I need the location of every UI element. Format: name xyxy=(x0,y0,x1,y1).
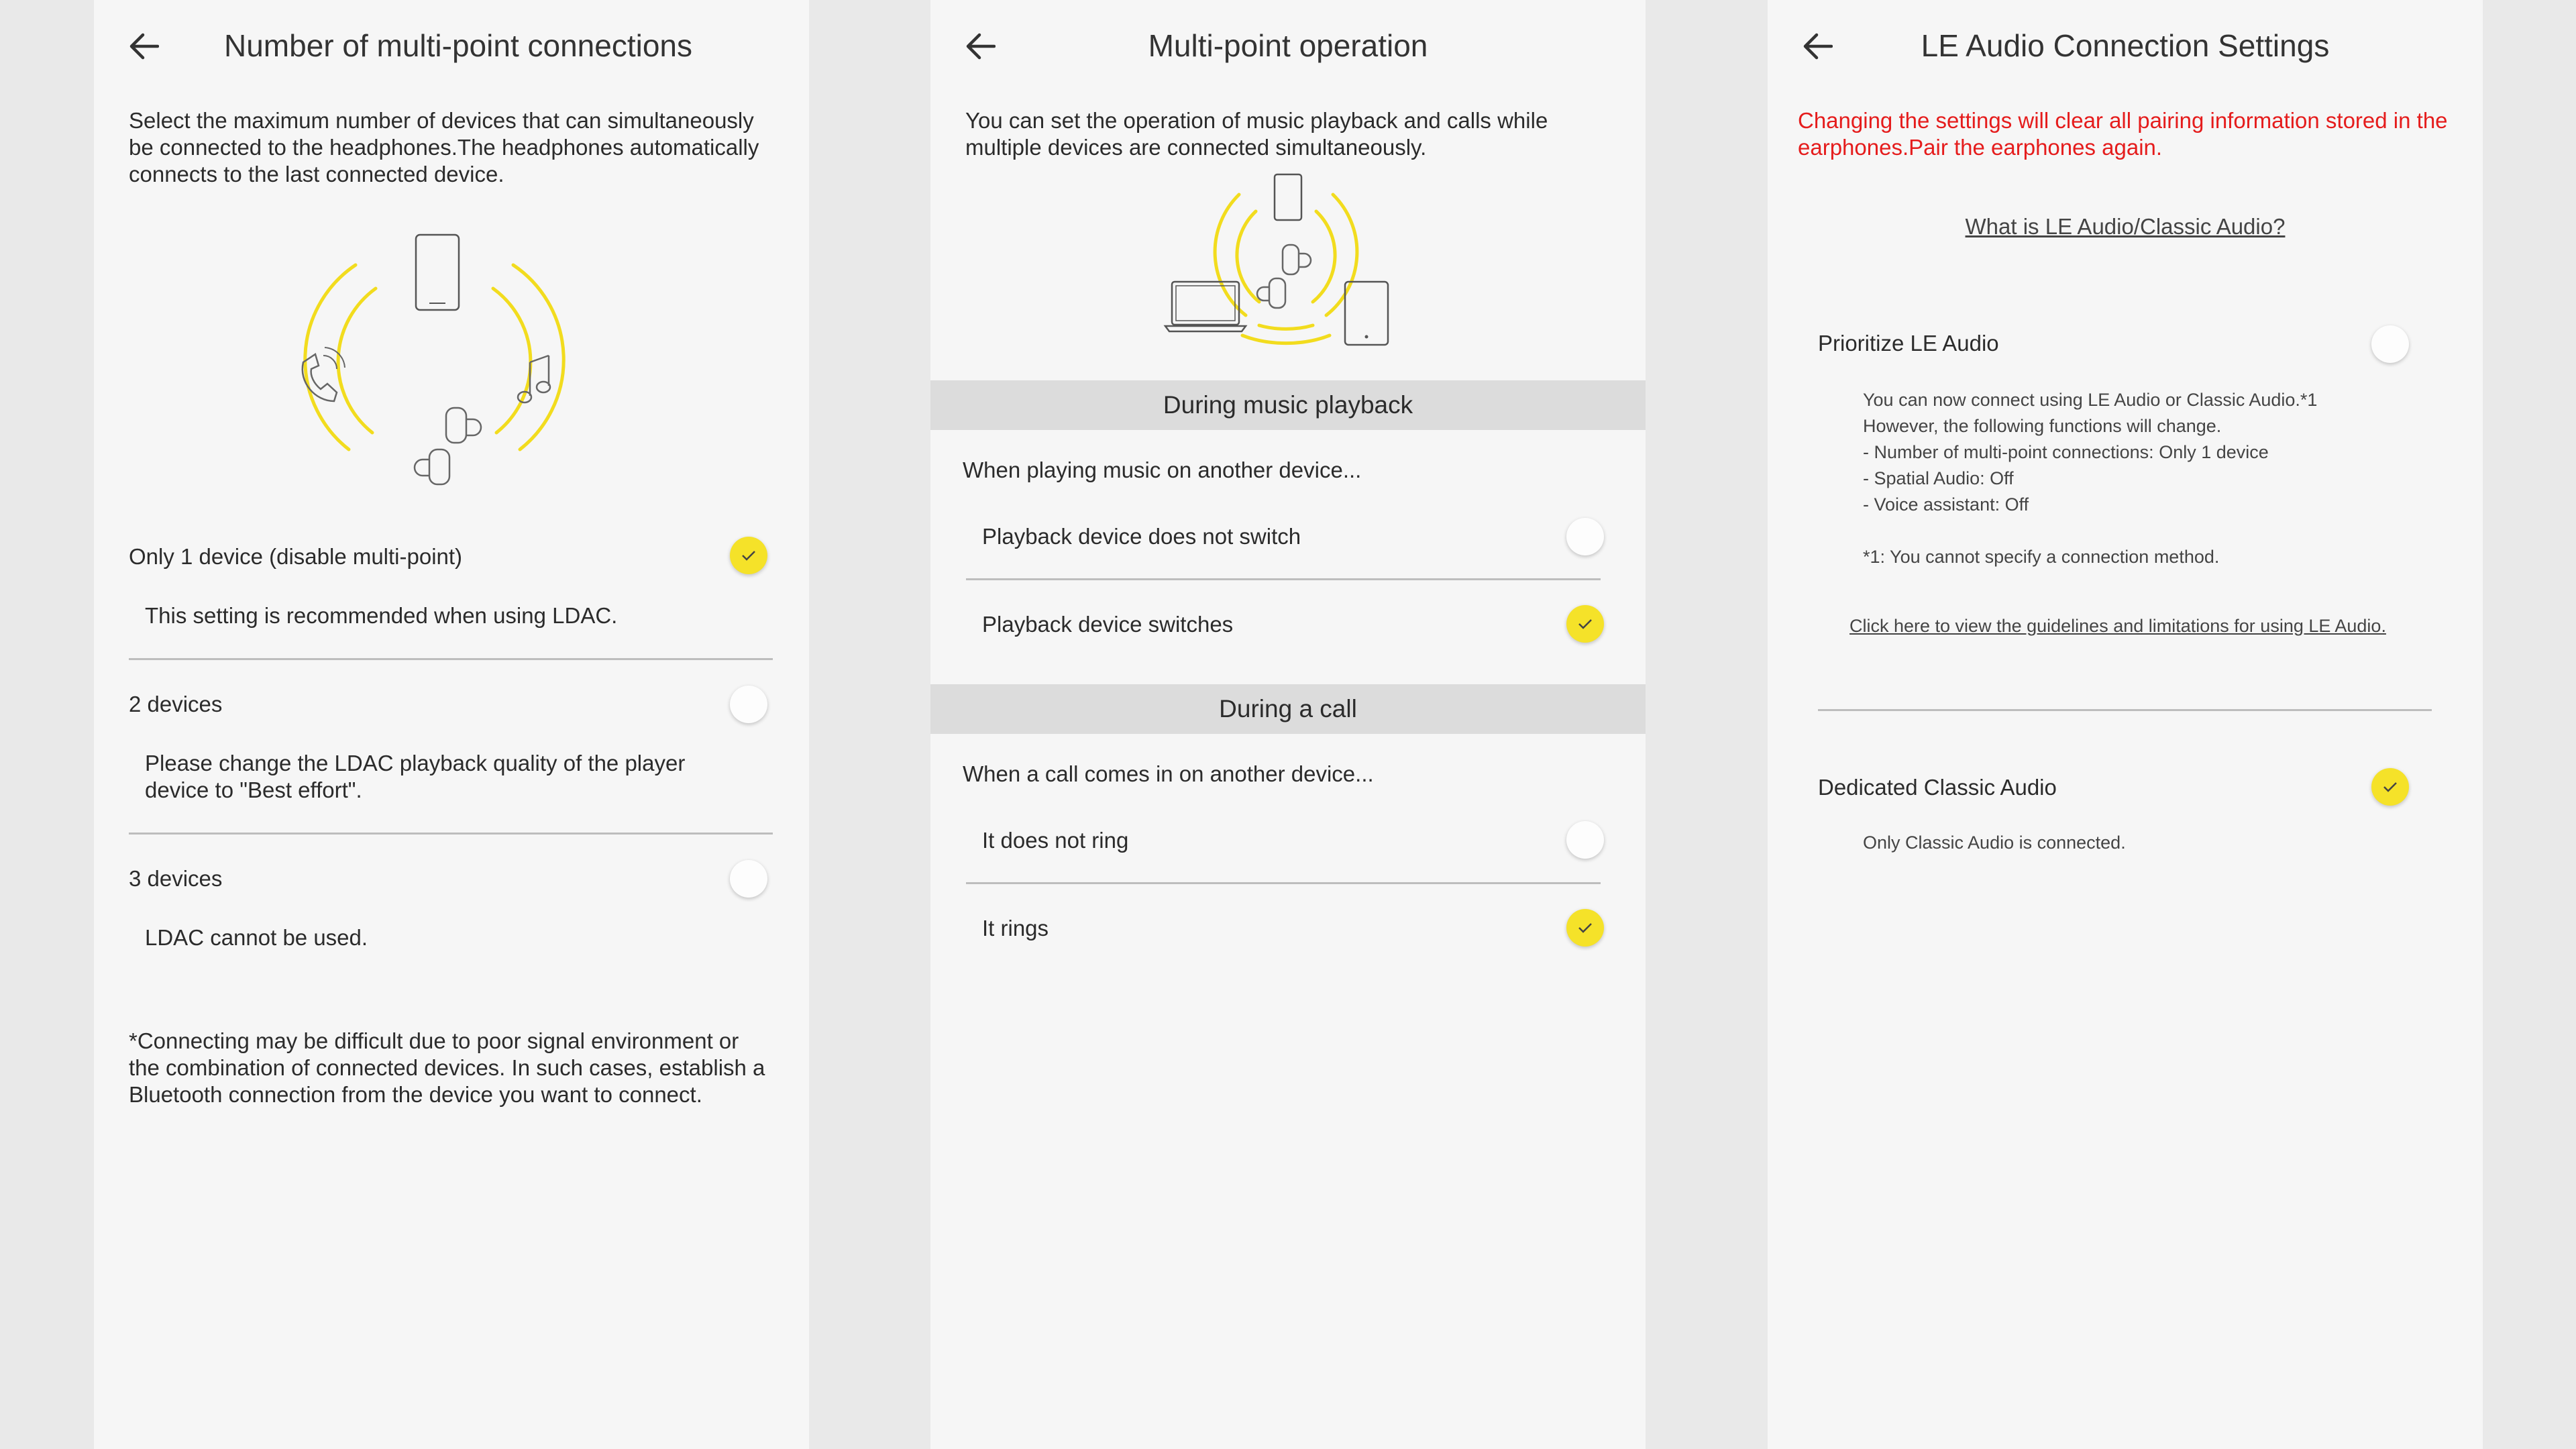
divider xyxy=(966,882,1601,884)
detail-line: - Number of multi-point connections: Only 1 device xyxy=(1863,442,2269,462)
does-not-ring-radio[interactable] xyxy=(1566,821,1604,859)
detail-line: - Voice assistant: Off xyxy=(1863,494,2029,515)
option-1-device-radio[interactable] xyxy=(730,537,767,574)
multipoint-illustration xyxy=(295,228,577,500)
prioritize-details xyxy=(1863,387,2413,570)
call-prompt: When a call comes in on another device... xyxy=(963,761,1374,786)
option-2-devices-label: 2 devices xyxy=(129,692,223,716)
header xyxy=(930,0,1646,91)
dedicated-classic-audio-label: Dedicated Classic Audio xyxy=(1818,775,2057,800)
rings-radio[interactable] xyxy=(1566,909,1604,947)
does-not-ring-label: It does not ring xyxy=(982,828,1129,853)
le-audio-settings-screen xyxy=(1768,0,2483,1449)
detail-line: You can now connect using LE Audio or Classic Audio.*1 xyxy=(1863,390,2318,410)
music-prompt: When playing music on another device... xyxy=(963,458,1362,482)
classic-audio-description: Only Classic Audio is connected. xyxy=(1863,833,2126,853)
multipoint-operation-screen xyxy=(930,0,1646,1449)
multipoint-connections-screen xyxy=(94,0,809,1449)
option-3-devices-label: 3 devices xyxy=(129,866,223,891)
dedicated-classic-audio-radio[interactable] xyxy=(2371,768,2409,806)
option-2-devices-description: Please change the LDAC playback quality of the player device to "Best effort". xyxy=(145,751,686,802)
playback-switches-label: Playback device switches xyxy=(982,612,1234,637)
header xyxy=(94,0,809,91)
playback-no-switch-label: Playback device does not switch xyxy=(982,524,1301,549)
page-title: LE Audio Connection Settings xyxy=(1921,28,2330,63)
intro-text: Select the maximum number of devices that can simultaneously be connected to the headphones.The headphones automatically connects to the last connected device. xyxy=(129,108,759,186)
detail-line xyxy=(1863,518,2413,544)
option-2-devices-radio[interactable] xyxy=(730,686,767,723)
divider xyxy=(966,578,1601,580)
what-is-le-audio-link[interactable]: What is LE Audio/Classic Audio? xyxy=(1965,214,2286,239)
option-1-device-description: This setting is recommended when using LDAC. xyxy=(145,603,618,628)
detail-line: However, the following functions will change. xyxy=(1863,416,2222,436)
multipoint-operation-illustration xyxy=(1152,168,1420,366)
footnote-text: *Connecting may be difficult due to poor signal environment or the combination of connected devices. In such cases, establish a Bluetooth connection from the device you want to connect. xyxy=(129,1028,765,1107)
rings-label: It rings xyxy=(982,916,1049,941)
divider xyxy=(1818,709,2432,711)
detail-line: *1: You cannot specify a connection method. xyxy=(1863,547,2220,567)
divider xyxy=(129,833,773,835)
header xyxy=(1768,0,2483,91)
divider xyxy=(129,658,773,660)
detail-line: - Spatial Audio: Off xyxy=(1863,468,2014,488)
page-title: Number of multi-point connections xyxy=(224,28,692,63)
intro-text: You can set the operation of music playback and calls while multiple devices are connected simultaneously. xyxy=(965,108,1548,160)
playback-switches-radio[interactable] xyxy=(1566,605,1604,643)
call-section-header: During a call xyxy=(930,684,1646,734)
prioritize-le-audio-radio[interactable] xyxy=(2371,325,2409,363)
music-section-header: During music playback xyxy=(930,380,1646,430)
page-title: Multi-point operation xyxy=(1148,28,1428,63)
playback-no-switch-radio[interactable] xyxy=(1566,518,1604,555)
option-3-devices-radio[interactable] xyxy=(730,860,767,898)
option-1-device-label: Only 1 device (disable multi-point) xyxy=(129,544,463,569)
le-audio-guidelines-link[interactable]: Click here to view the guidelines and limitations for using LE Audio. xyxy=(1849,616,2386,636)
option-3-devices-description: LDAC cannot be used. xyxy=(145,925,368,950)
prioritize-le-audio-label: Prioritize LE Audio xyxy=(1818,331,1999,356)
pairing-warning: Changing the settings will clear all pairing information stored in the earphones.Pair the earphones again. xyxy=(1798,108,2448,160)
